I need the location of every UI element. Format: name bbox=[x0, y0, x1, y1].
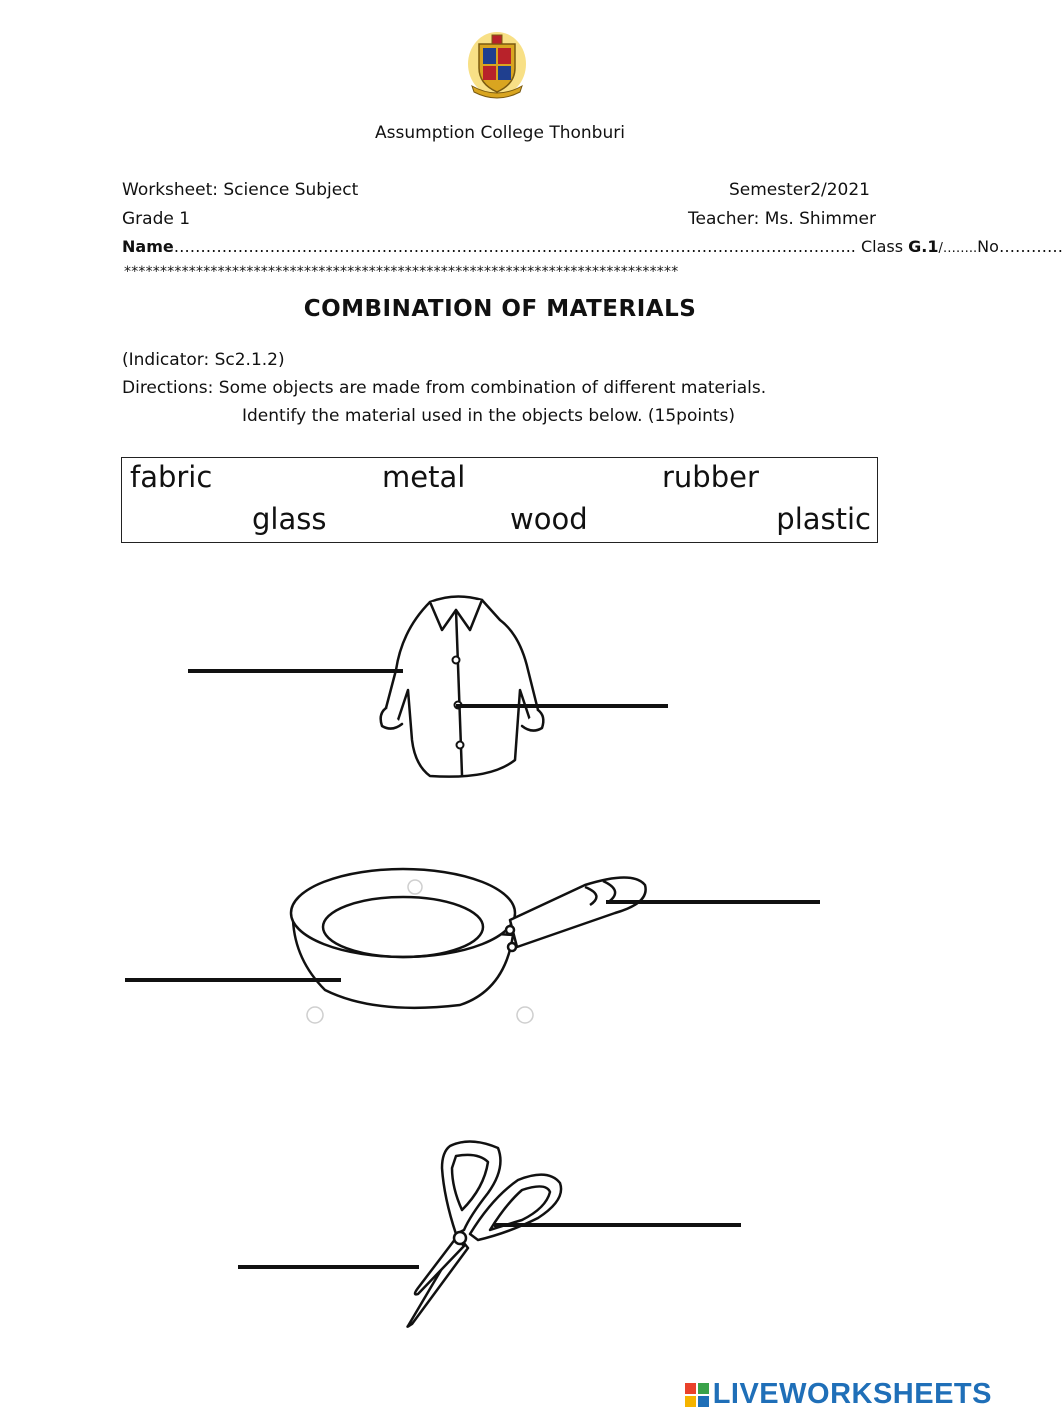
semester: Semester2/2021 bbox=[728, 180, 870, 200]
pan-answer-line-1[interactable] bbox=[606, 900, 820, 904]
directions-line-1: Directions: Some objects are made from combination of different materials. bbox=[122, 378, 767, 398]
worksheet-subject: Worksheet: Science Subject bbox=[122, 180, 359, 200]
shirt-answer-line-1[interactable] bbox=[188, 669, 403, 673]
page-title: COMBINATION OF MATERIALS bbox=[303, 296, 697, 322]
word-glass[interactable]: glass bbox=[252, 502, 327, 536]
school-crest-logo bbox=[466, 30, 528, 98]
school-name: Assumption College Thonburi bbox=[375, 123, 625, 143]
no-label: No bbox=[977, 237, 999, 256]
word-metal[interactable]: metal bbox=[382, 460, 466, 494]
word-plastic[interactable]: plastic bbox=[776, 502, 871, 536]
shirt-answer-line-2[interactable] bbox=[456, 704, 668, 708]
shirt-illustration bbox=[370, 590, 555, 785]
scissors-answer-line-1[interactable] bbox=[494, 1223, 741, 1227]
name-blank[interactable]: ……………………………………………………………………………………………………………….. bbox=[173, 237, 856, 256]
indicator: (Indicator: Sc2.1.2) bbox=[122, 350, 285, 370]
no-blank[interactable]: ………… bbox=[998, 237, 1063, 256]
liveworksheets-icon bbox=[685, 1383, 709, 1407]
name-class-line bbox=[122, 237, 1063, 256]
grade: Grade 1 bbox=[122, 209, 191, 229]
star-separator: ***************************************************************************** bbox=[124, 264, 679, 280]
word-bank-box bbox=[121, 457, 878, 543]
word-rubber[interactable]: rubber bbox=[662, 460, 759, 494]
scissors-answer-line-2[interactable] bbox=[238, 1265, 419, 1269]
liveworksheets-brand: LIVEWORKSHEETS bbox=[712, 1378, 992, 1410]
pan-answer-line-2[interactable] bbox=[125, 978, 341, 982]
class-value: G.1 bbox=[908, 237, 939, 256]
liveworksheets-logo bbox=[685, 1378, 992, 1411]
class-label: Class bbox=[860, 237, 904, 256]
directions-line-2: Identify the material used in the objects below. (15points) bbox=[242, 406, 736, 426]
word-wood[interactable]: wood bbox=[510, 502, 588, 536]
class-blank[interactable]: /…….. bbox=[938, 241, 978, 256]
name-label: Name bbox=[122, 237, 174, 256]
word-fabric[interactable]: fabric bbox=[130, 460, 213, 494]
frying-pan-illustration bbox=[285, 865, 660, 1025]
teacher: Teacher: Ms. Shimmer bbox=[688, 209, 876, 229]
scissors-illustration bbox=[398, 1138, 573, 1333]
